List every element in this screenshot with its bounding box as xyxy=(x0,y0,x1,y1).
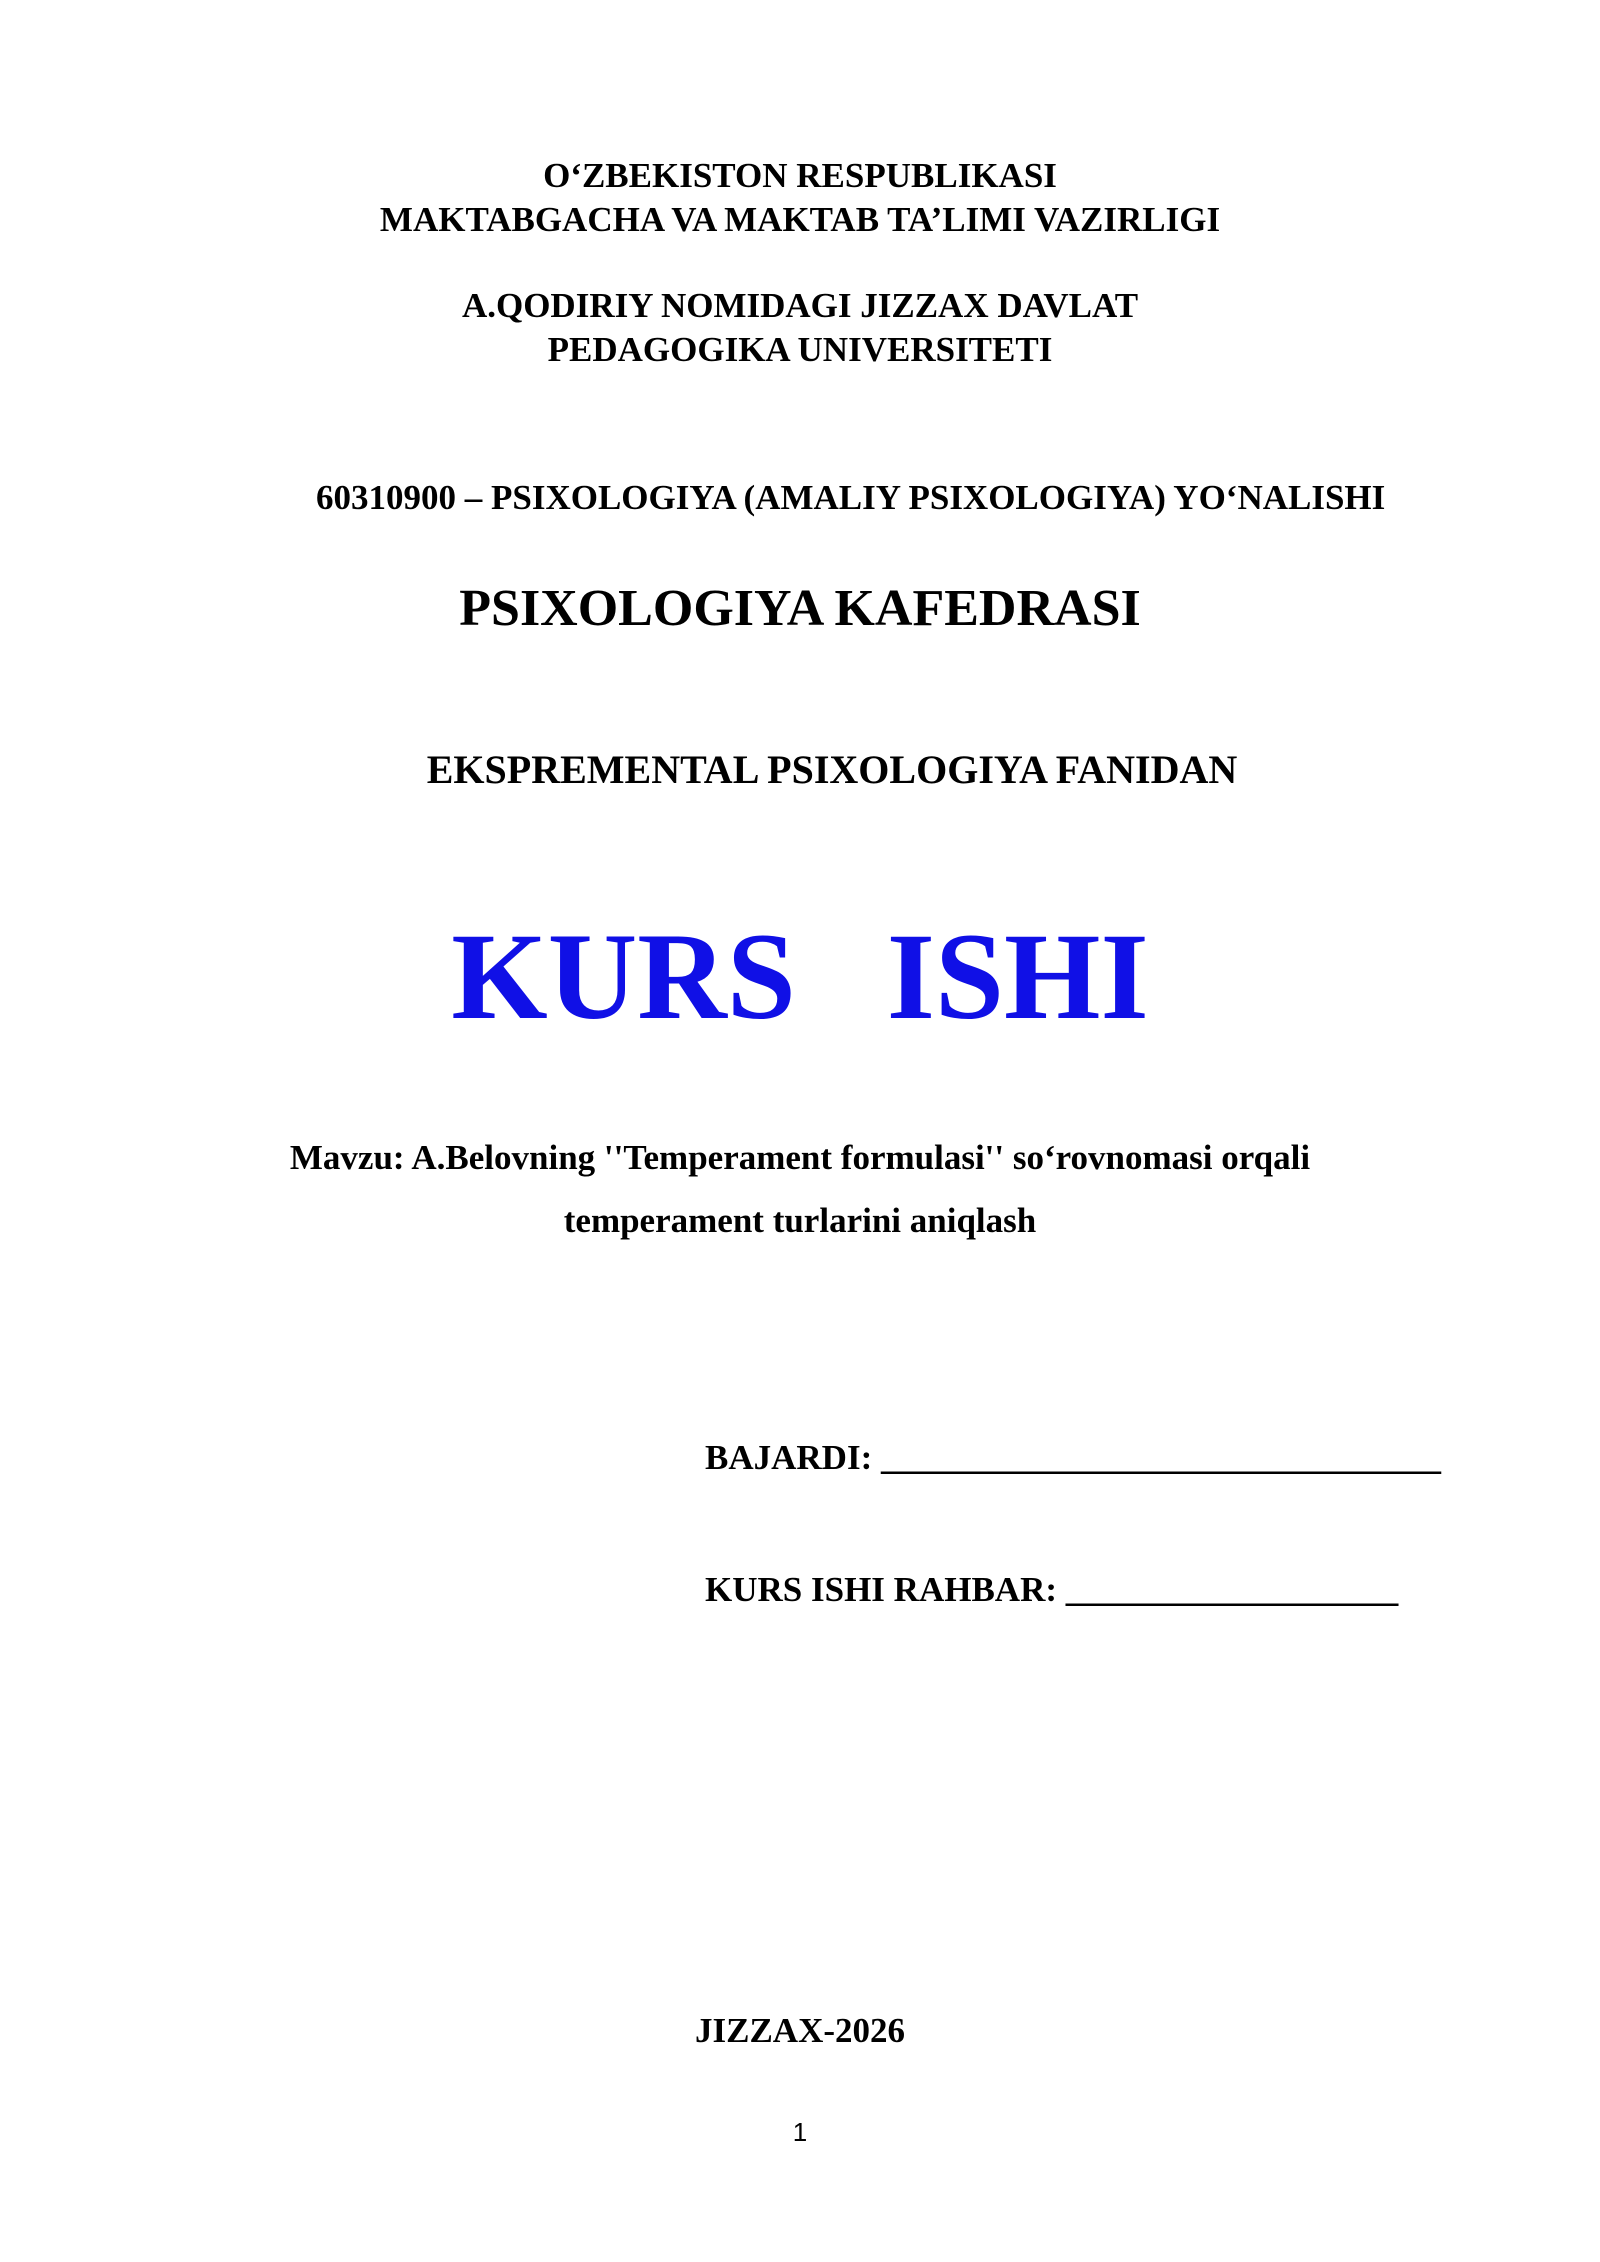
topic-line2: temperament turlarini aniqlash xyxy=(563,1201,1037,1240)
performed-by-field: BAJARDI: ________________________________ xyxy=(705,1438,1441,1477)
department-title: PSIXOLOGIYA KAFEDRASI xyxy=(459,580,1141,637)
header-ministry: MAKTABGACHA VA MAKTAB TA’LIMI VAZIRLIGI xyxy=(379,200,1221,239)
page-number: 1 xyxy=(792,2117,808,2147)
topic-line1: Mavzu: A.Belovning ''Temperament formulasi'' so‘rovnomasi orqali xyxy=(289,1138,1311,1177)
document-title: KURS ISHI xyxy=(451,908,1149,1045)
header-university-line1: A.QODIRIY NOMIDAGI JIZZAX DAVLAT xyxy=(461,286,1139,325)
study-direction: 60310900 – PSIXOLOGIYA (AMALIY PSIXOLOGIYA) YO‘NALISHI xyxy=(316,478,1386,517)
city-year: JIZZAX-2026 xyxy=(694,2011,906,2050)
header-university-line2: PEDAGOGIKA UNIVERSITETI xyxy=(547,330,1053,369)
subject-title: EKSPREMENTAL PSIXOLOGIYA FANIDAN xyxy=(426,747,1238,792)
header-country: O‘ZBEKISTON RESPUBLIKASI xyxy=(543,156,1057,195)
supervisor-field: KURS ISHI RAHBAR: ___________________ xyxy=(705,1570,1399,1609)
